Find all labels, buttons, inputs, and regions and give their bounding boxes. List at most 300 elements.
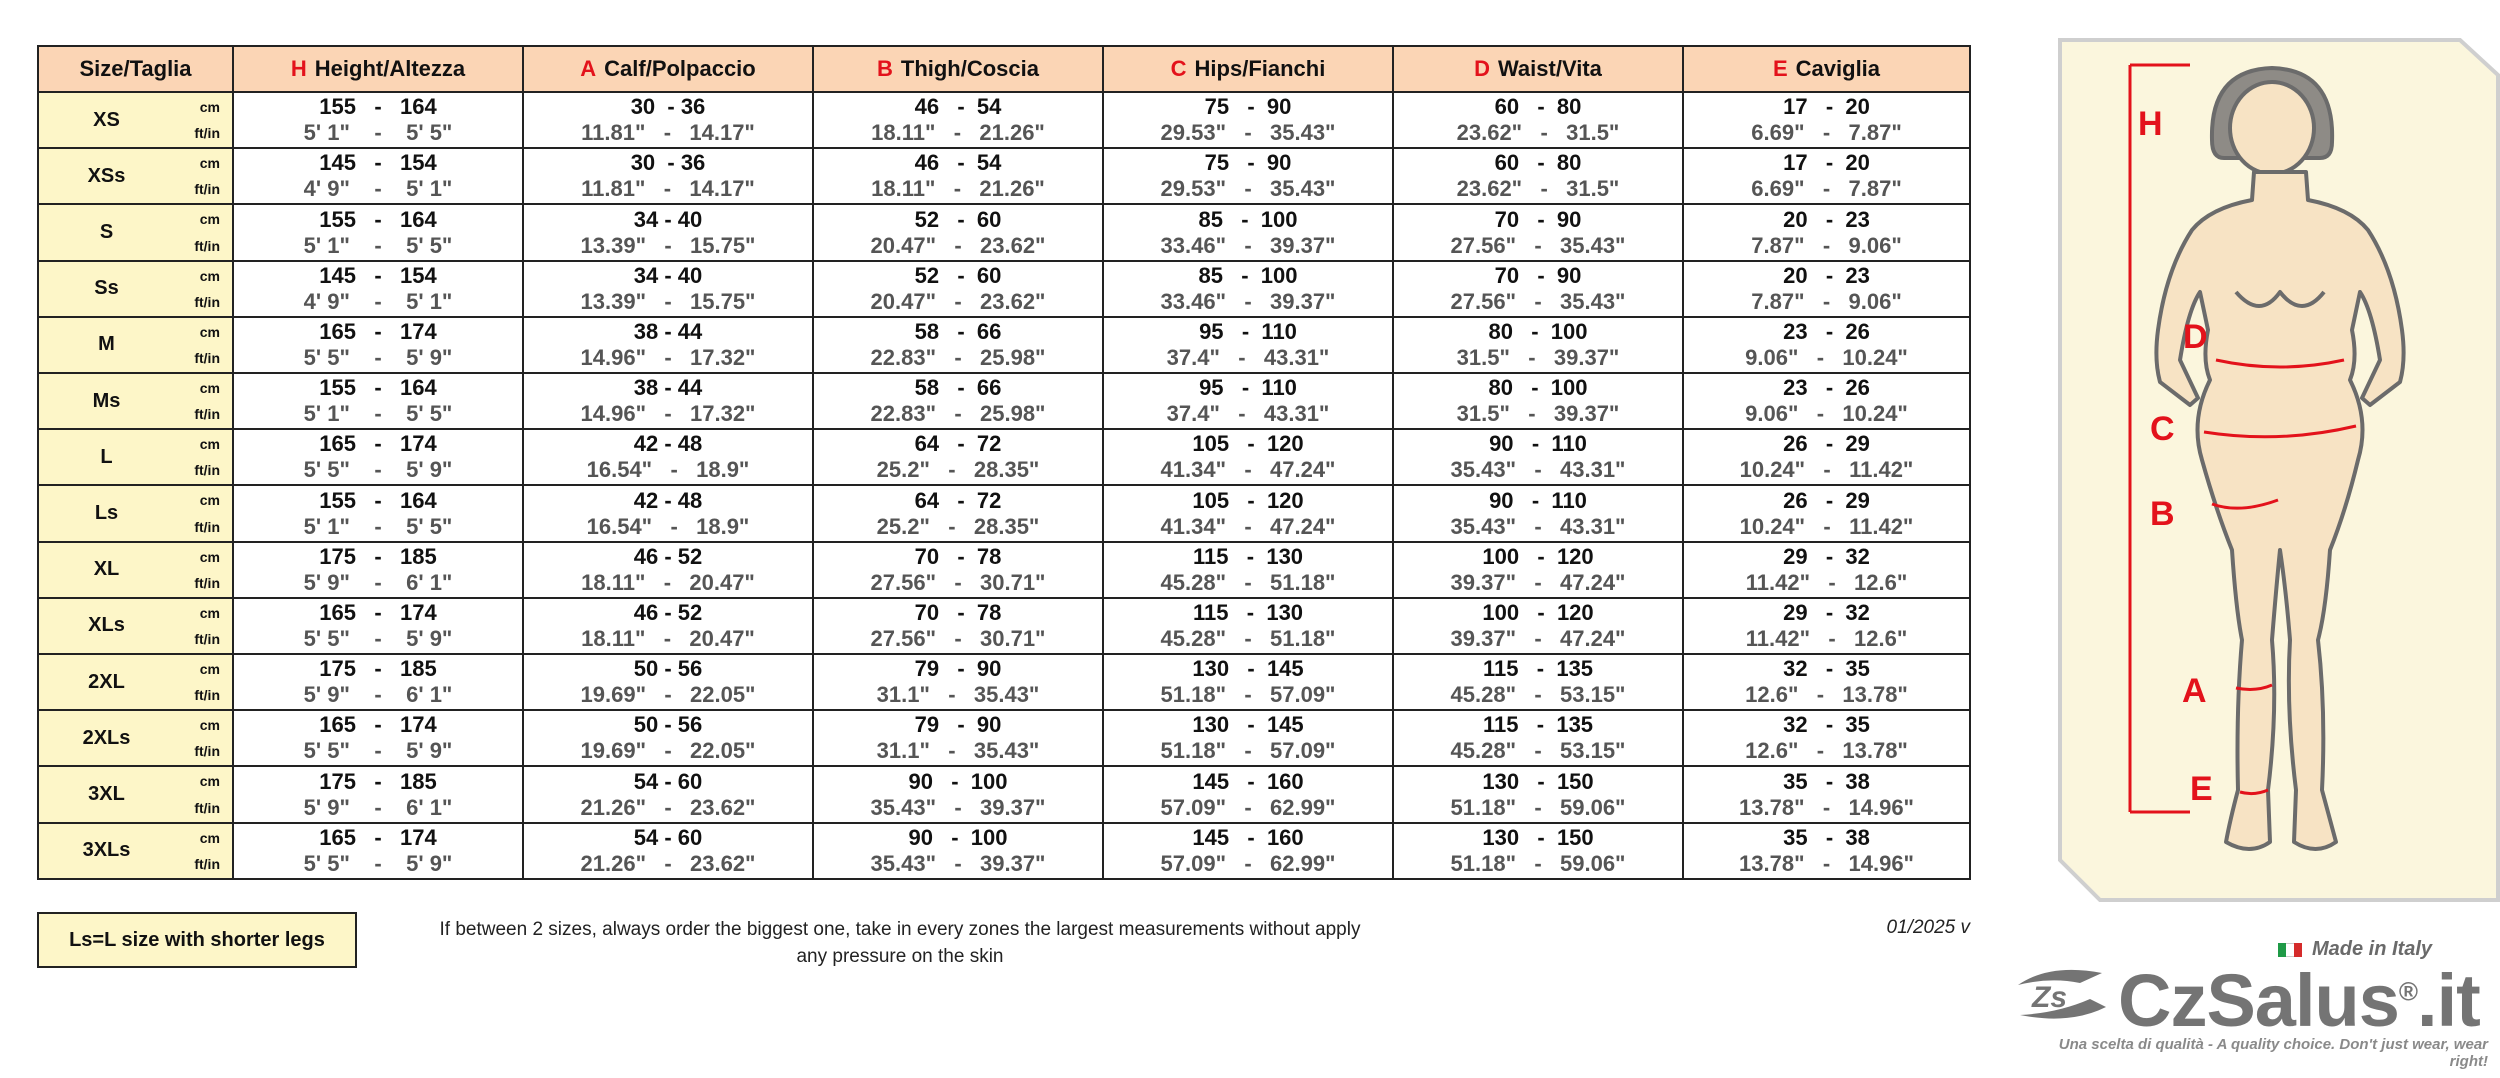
measurement-cell (523, 654, 813, 710)
size-label: 2XL (88, 670, 125, 693)
shorter-legs-legend: Ls=L size with shorter legs (37, 912, 357, 968)
size-label: XLs (88, 614, 125, 637)
header-letter: H (290, 56, 307, 81)
ftin-range: 7.87" - 9.06" (1751, 288, 1902, 314)
measurement-cell (1393, 710, 1683, 766)
ftin-range: 5' 1" - 5' 5" (303, 120, 453, 146)
size-cell (38, 542, 233, 598)
measurement-cell (813, 710, 1103, 766)
cm-range: 46 - 52 (633, 599, 703, 625)
measurement-cell (523, 429, 813, 485)
size-chart-table (37, 45, 1971, 880)
brand-domain: .it (2417, 959, 2480, 1042)
measurement-cell (1393, 148, 1683, 204)
table-row (38, 204, 1970, 260)
cm-range: 26 - 29 (1783, 431, 1870, 457)
measurement-cell (1103, 598, 1393, 654)
ftin-range: 5' 1" - 5' 5" (303, 232, 453, 258)
ftin-range: 33.46" - 39.37" (1160, 288, 1336, 314)
cm-range: 165 - 174 (319, 712, 437, 738)
label-h: H (2138, 105, 2163, 143)
ftin-range: 45.28" - 51.18" (1160, 625, 1336, 651)
measurement-cell (233, 429, 523, 485)
unit-ftin-label: ft/in (194, 856, 220, 872)
cm-range: 80 - 100 (1488, 318, 1588, 344)
ftin-range: 18.11" - 21.26" (871, 120, 1045, 146)
cm-range: 17 - 20 (1783, 150, 1870, 176)
measurement-cell (523, 261, 813, 317)
measurement-cell (1683, 654, 1970, 710)
cm-range: 90 - 100 (908, 824, 1008, 850)
header-label: Waist/Vita (1497, 56, 1602, 81)
cm-range: 175 - 185 (319, 768, 437, 794)
unit-ftin-label: ft/in (194, 687, 220, 704)
measurement-cell (1393, 654, 1683, 710)
measurement-cell (523, 710, 813, 766)
ftin-range: 35.43" - 39.37" (870, 794, 1046, 820)
size-cell (38, 654, 233, 710)
ftin-range: 14.96" - 17.32" (580, 344, 756, 370)
cm-range: 42 - 48 (633, 431, 703, 457)
cm-range: 70 - 90 (1494, 262, 1582, 288)
cm-range: 130 - 145 (1192, 656, 1304, 682)
cm-range: 29 - 32 (1783, 543, 1870, 569)
header-label: Height/Altezza (314, 56, 466, 81)
measurement-cell (813, 598, 1103, 654)
cm-range: 64 - 72 (914, 431, 1002, 457)
ftin-range: 31.5" - 39.37" (1456, 344, 1620, 370)
measurement-cell (813, 823, 1103, 879)
table-row (38, 373, 1970, 429)
brand-name-main: CzSalus (2118, 959, 2399, 1042)
registered-mark: ® (2398, 976, 2418, 1007)
cm-range: 90 - 110 (1489, 487, 1587, 513)
cm-range: 100 - 120 (1482, 599, 1594, 625)
table-row (38, 317, 1970, 373)
ftin-range: 19.69" - 22.05" (580, 682, 756, 708)
cm-range: 105 - 120 (1192, 431, 1304, 457)
cm-range: 145 - 160 (1192, 768, 1304, 794)
ftin-range: 16.54" - 18.9" (586, 457, 750, 483)
measurement-cell (1103, 261, 1393, 317)
ftin-range: 20.47" - 23.62" (870, 232, 1046, 258)
measurement-cell (233, 710, 523, 766)
cm-range: 38 - 44 (633, 318, 703, 344)
cm-range: 85 - 100 (1198, 206, 1298, 232)
unit-cm-label: cm (199, 548, 220, 565)
ftin-range: 39.37" - 47.24" (1450, 569, 1626, 595)
cm-range: 23 - 26 (1783, 375, 1870, 401)
ftin-range: 13.78" - 14.96" (1739, 794, 1914, 820)
unit-ftin-label: ft/in (194, 799, 220, 816)
measurement-cell (813, 429, 1103, 485)
header-label: Caviglia (1795, 56, 1881, 81)
size-cell (38, 148, 233, 204)
measurement-cell (813, 373, 1103, 429)
unit-ftin-label: ft/in (194, 125, 220, 142)
ftin-range: 21.26" - 23.62" (580, 850, 756, 876)
cm-range: 165 - 174 (319, 824, 437, 850)
size-cell (38, 823, 233, 879)
header-letter: A (580, 56, 597, 81)
ftin-range: 5' 5" - 5' 9" (303, 344, 453, 370)
table-row (38, 710, 1970, 766)
measurement-cell (523, 823, 813, 879)
version-label: 01/2025 v (1886, 917, 1970, 938)
measurement-cell (523, 542, 813, 598)
measurement-cell (1393, 823, 1683, 879)
measurement-cell (523, 148, 813, 204)
table-body (38, 92, 1970, 879)
cm-range: 29 - 32 (1783, 599, 1870, 625)
label-b: B (2150, 495, 2175, 533)
cm-range: 105 - 120 (1192, 487, 1304, 513)
measurement-cell (813, 92, 1103, 148)
cm-range: 145 - 154 (319, 150, 437, 176)
measurement-cell (1683, 429, 1970, 485)
measurement-cell (233, 317, 523, 373)
ftin-range: 12.6" - 13.78" (1745, 682, 1908, 708)
size-label: 3XLs (82, 839, 131, 862)
measurement-cell (1683, 204, 1970, 260)
ftin-range: 27.56" - 30.71" (870, 625, 1046, 651)
measurement-cell (1683, 485, 1970, 541)
measurement-cell (813, 148, 1103, 204)
header-label: Calf/Polpaccio (604, 56, 756, 81)
measurement-cell (233, 823, 523, 879)
cm-range: 32 - 35 (1783, 712, 1870, 738)
size-cell (38, 429, 233, 485)
ftin-range: 5' 9" - 6' 1" (303, 794, 453, 820)
unit-ftin-label: ft/in (194, 462, 220, 479)
measurement-cell (523, 204, 813, 260)
measurement-cell (523, 598, 813, 654)
unit-cm-label: cm (199, 267, 220, 284)
table-row (38, 261, 1970, 317)
cm-range: 90 - 110 (1489, 431, 1587, 457)
ftin-range: 18.11" - 21.26" (871, 176, 1045, 202)
measurement-cell (1103, 92, 1393, 148)
cm-range: 35 - 38 (1783, 824, 1870, 850)
ftin-range: 13.39" - 15.75" (580, 288, 756, 314)
measurement-cell (233, 373, 523, 429)
cm-range: 95 - 110 (1199, 375, 1297, 401)
measurement-cell (1393, 485, 1683, 541)
ftin-range: 10.24" - 11.42" (1739, 513, 1914, 539)
ftin-range: 45.28" - 51.18" (1160, 569, 1336, 595)
ftin-range: 22.83" - 25.98" (870, 344, 1046, 370)
cm-range: 155 - 164 (319, 94, 437, 120)
cm-range: 60 - 80 (1494, 94, 1582, 120)
measurement-cell (1393, 92, 1683, 148)
cm-range: 85 - 100 (1198, 262, 1298, 288)
cm-range: 115 - 130 (1192, 543, 1304, 569)
ftin-range: 16.54" - 18.9" (586, 513, 750, 539)
cm-range: 70 - 78 (914, 599, 1002, 625)
measurement-cell (1393, 204, 1683, 260)
cm-range: 155 - 164 (319, 487, 437, 513)
measurement-cell (1683, 92, 1970, 148)
header-label: Hips/Fianchi (1194, 56, 1326, 81)
measurement-cell (233, 261, 523, 317)
cm-range: 79 - 90 (914, 712, 1002, 738)
size-cell (38, 204, 233, 260)
cm-range: 46 - 54 (914, 94, 1002, 120)
cm-range: 115 - 130 (1192, 599, 1304, 625)
ftin-range: 5' 9" - 6' 1" (303, 569, 453, 595)
sizing-note (395, 916, 1405, 970)
cm-range: 155 - 164 (319, 375, 437, 401)
cm-range: 175 - 185 (319, 656, 437, 682)
ftin-range: 21.26" - 23.62" (580, 794, 756, 820)
ftin-range: 37.4" - 43.31" (1166, 401, 1330, 427)
measurement-cell (1103, 317, 1393, 373)
size-label: M (98, 333, 115, 356)
ftin-range: 51.18" - 59.06" (1450, 850, 1626, 876)
ftin-range: 27.56" - 35.43" (1450, 232, 1626, 258)
size-label: Ss (94, 277, 119, 300)
measurement-cell (523, 92, 813, 148)
size-label: XL (93, 558, 120, 581)
measurement-cell (1683, 148, 1970, 204)
cm-range: 35 - 38 (1783, 768, 1870, 794)
cm-range: 46 - 52 (633, 543, 703, 569)
unit-cm-label: cm (199, 604, 220, 621)
measurement-cell (1393, 373, 1683, 429)
size-cell (38, 92, 233, 148)
table-row (38, 823, 1970, 879)
cm-range: 70 - 90 (1494, 206, 1582, 232)
unit-cm-label: cm (199, 211, 220, 228)
unit-ftin-label: ft/in (194, 293, 220, 310)
table-row (38, 766, 1970, 822)
cm-range: 20 - 23 (1783, 262, 1870, 288)
ftin-range: 5' 5" - 5' 9" (303, 850, 453, 876)
header-col-6 (1683, 46, 1970, 92)
unit-cm-label: cm (199, 773, 220, 790)
ftin-range: 18.11" - 20.47" (581, 569, 755, 595)
ftin-range: 57.09" - 62.99" (1160, 794, 1336, 820)
measurement-cell (233, 92, 523, 148)
measurement-cell (1393, 542, 1683, 598)
header-letter: D (1474, 56, 1490, 81)
header-col-1 (233, 46, 523, 92)
table-row (38, 598, 1970, 654)
ftin-range: 41.34" - 47.24" (1160, 513, 1336, 539)
header-label: Thigh/Coscia (900, 56, 1039, 81)
measurement-cell (233, 148, 523, 204)
cm-range: 42 - 48 (633, 487, 703, 513)
ftin-range: 39.37" - 47.24" (1450, 625, 1626, 651)
measurement-cell (523, 766, 813, 822)
ftin-range: 13.39" - 15.75" (580, 232, 756, 258)
cm-range: 46 - 54 (914, 150, 1002, 176)
table-row (38, 654, 1970, 710)
cm-range: 165 - 174 (319, 318, 437, 344)
label-e: E (2190, 770, 2213, 808)
measurement-cell (233, 654, 523, 710)
size-cell (38, 485, 233, 541)
measurement-cell (1683, 598, 1970, 654)
measurement-cell (1683, 766, 1970, 822)
ftin-range: 11.81" - 14.17" (581, 120, 755, 146)
cm-range: 115 - 135 (1482, 712, 1594, 738)
cm-range: 54 - 60 (633, 824, 703, 850)
ftin-range: 9.06" - 10.24" (1745, 401, 1908, 427)
measurement-cell (1103, 429, 1393, 485)
measurement-cell (233, 766, 523, 822)
ftin-range: 4' 9" - 5' 1" (303, 288, 453, 314)
ftin-range: 57.09" - 62.99" (1160, 850, 1336, 876)
size-label: XSs (87, 164, 126, 187)
cm-range: 145 - 160 (1192, 824, 1304, 850)
ftin-range: 27.56" - 35.43" (1450, 288, 1626, 314)
measurement-cell (1103, 766, 1393, 822)
brand-name (2118, 958, 2480, 1043)
cm-range: 130 - 150 (1482, 824, 1594, 850)
ftin-range: 7.87" - 9.06" (1751, 232, 1902, 258)
unit-cm-label: cm (199, 717, 220, 734)
cm-range: 54 - 60 (633, 768, 703, 794)
measurement-cell (1103, 710, 1393, 766)
cm-range: 80 - 100 (1488, 375, 1588, 401)
ftin-range: 9.06" - 10.24" (1745, 344, 1908, 370)
unit-ftin-label: ft/in (194, 518, 220, 535)
header-col-5 (1393, 46, 1683, 92)
cm-range: 34 - 40 (633, 206, 703, 232)
measurement-cell (1393, 261, 1683, 317)
measurement-cell (813, 261, 1103, 317)
size-cell (38, 710, 233, 766)
cm-range: 100 - 120 (1482, 543, 1594, 569)
unit-cm-label: cm (199, 99, 220, 115)
ftin-range: 29.53" - 35.43" (1160, 176, 1336, 202)
unit-cm-label: cm (199, 380, 220, 397)
unit-ftin-label: ft/in (194, 350, 220, 367)
unit-cm-label: cm (199, 829, 220, 846)
ftin-range: 5' 1" - 5' 5" (303, 401, 453, 427)
ftin-range: 4' 9" - 5' 1" (303, 176, 453, 202)
measurement-cell (1683, 542, 1970, 598)
measurement-cell (233, 598, 523, 654)
cm-range: 30 - 36 (630, 94, 706, 120)
measurement-cell (1103, 654, 1393, 710)
ftin-range: 6.69" - 7.87" (1751, 176, 1902, 202)
ftin-range: 25.2" - 28.35" (876, 513, 1040, 539)
unit-ftin-label: ft/in (194, 631, 220, 648)
ftin-range: 5' 5" - 5' 9" (303, 625, 453, 651)
cm-range: 175 - 185 (319, 543, 437, 569)
ftin-range: 51.18" - 57.09" (1160, 738, 1336, 764)
ftin-range: 33.46" - 39.37" (1160, 232, 1336, 258)
measurement-cell (813, 204, 1103, 260)
cm-range: 95 - 110 (1199, 318, 1297, 344)
measurement-cell (233, 485, 523, 541)
table-row (38, 148, 1970, 204)
cm-range: 26 - 29 (1783, 487, 1870, 513)
made-in-italy-text: Made in Italy (2312, 938, 2433, 960)
cm-range: 60 - 80 (1494, 150, 1582, 176)
ftin-range: 14.96" - 17.32" (580, 401, 756, 427)
header-letter: E (1772, 56, 1788, 81)
ftin-range: 35.43" - 39.37" (870, 850, 1046, 876)
size-label: S (99, 221, 114, 243)
cm-range: 58 - 66 (914, 318, 1002, 344)
ftin-range: 35.43" - 43.31" (1450, 513, 1626, 539)
cm-range: 50 - 56 (633, 712, 703, 738)
size-cell (38, 766, 233, 822)
ftin-range: 51.18" - 59.06" (1450, 794, 1626, 820)
header-label: Size/Taglia (79, 56, 192, 81)
sizing-note-line-2: any pressure on the skin (796, 946, 1004, 967)
ftin-range: 13.78" - 14.96" (1739, 850, 1914, 876)
measurement-cell (1103, 373, 1393, 429)
ftin-range: 11.42" - 12.6" (1745, 569, 1908, 595)
size-cell (38, 317, 233, 373)
face-shape (2230, 82, 2314, 174)
ftin-range: 45.28" - 53.15" (1450, 738, 1626, 764)
unit-cm-label: cm (199, 492, 220, 509)
cm-range: 165 - 174 (319, 431, 437, 457)
measurement-cell (813, 766, 1103, 822)
measurement-cell (1683, 317, 1970, 373)
ftin-range: 5' 1" - 5' 5" (303, 513, 453, 539)
ftin-range: 5' 5" - 5' 9" (303, 738, 453, 764)
unit-ftin-label: ft/in (194, 574, 220, 591)
measurement-cell (523, 317, 813, 373)
cm-range: 155 - 164 (319, 206, 437, 232)
ftin-range: 31.5" - 39.37" (1456, 401, 1620, 427)
cm-range: 130 - 145 (1192, 712, 1304, 738)
ftin-range: 5' 9" - 6' 1" (303, 682, 453, 708)
ftin-range: 11.42" - 12.6" (1745, 625, 1908, 651)
cm-range: 52 - 60 (914, 262, 1002, 288)
measurement-cell (523, 485, 813, 541)
label-d: D (2183, 318, 2208, 356)
ftin-range: 31.1" - 35.43" (876, 738, 1040, 764)
cm-range: 58 - 66 (914, 375, 1002, 401)
header-letter: B (876, 56, 893, 81)
measurement-cell (813, 654, 1103, 710)
cm-range: 75 - 90 (1204, 150, 1292, 176)
ftin-range: 10.24" - 11.42" (1739, 457, 1914, 483)
size-label: L (100, 445, 113, 468)
unit-ftin-label: ft/in (194, 743, 220, 760)
cm-range: 145 - 154 (319, 262, 437, 288)
ftin-range: 37.4" - 43.31" (1166, 344, 1330, 370)
brand-tagline: Una scelta di qualità - A quality choice. Don't just wear, wear right! (2058, 1036, 2488, 1070)
ftin-range: 20.47" - 23.62" (870, 288, 1046, 314)
ftin-range: 18.11" - 20.47" (581, 625, 755, 651)
cm-range: 50 - 56 (633, 656, 703, 682)
table-row (38, 542, 1970, 598)
size-label: 2XLs (82, 726, 131, 749)
size-label: Ms (92, 389, 121, 412)
ftin-range: 41.34" - 47.24" (1160, 457, 1336, 483)
measurement-cell (1683, 261, 1970, 317)
measurement-cell (233, 542, 523, 598)
ftin-range: 19.69" - 22.05" (580, 738, 756, 764)
ftin-range: 11.81" - 14.17" (581, 176, 755, 202)
cm-range: 20 - 23 (1783, 206, 1870, 232)
unit-ftin-label: ft/in (194, 181, 220, 198)
cm-range: 70 - 78 (914, 543, 1002, 569)
table-header-row (38, 46, 1970, 92)
unit-ftin-label: ft/in (194, 237, 220, 254)
header-letter: C (1170, 56, 1187, 81)
measurement-cell (1103, 148, 1393, 204)
label-a: A (2182, 672, 2207, 710)
